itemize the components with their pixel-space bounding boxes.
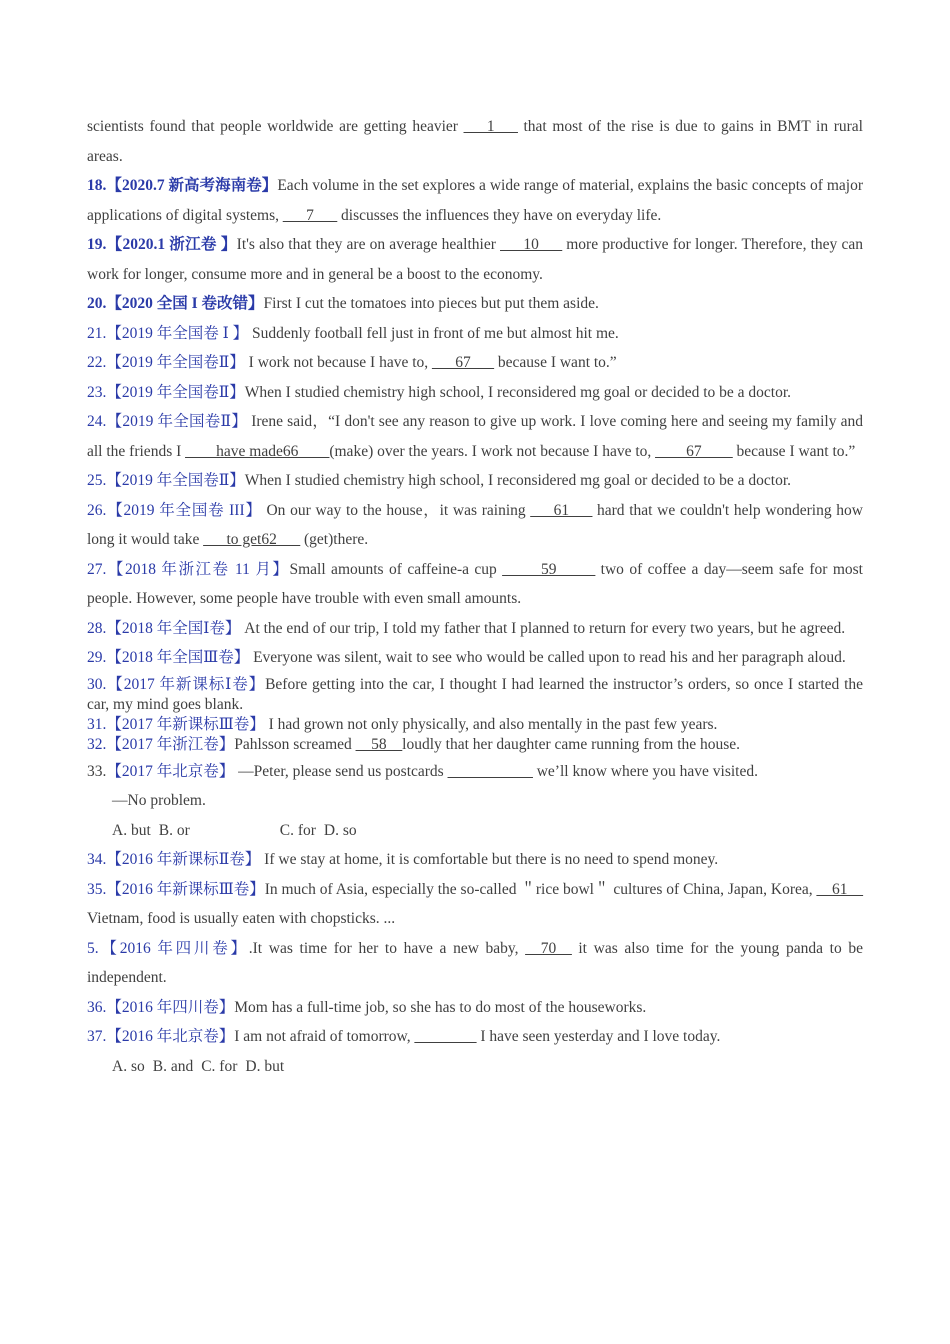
source-tag: 【2016 年四川卷】: [106, 998, 235, 1016]
question-number: 5.: [87, 939, 99, 957]
option-d[interactable]: D. but: [245, 1057, 285, 1075]
source-tag: 【2018 年全国Ⅰ卷】: [106, 619, 241, 637]
question-36: 36.【2016 年四川卷】Mom has a full-time job, so she has to do most of the houseworks.: [87, 998, 647, 1016]
question-number: 19.: [87, 236, 107, 253]
question-number: 36.: [87, 998, 107, 1016]
question-35: 35.【2016 年新课标Ⅲ卷】In much of Asia, especially the so-called ＂rice bowl＂ cultures of China, Japan, Korea, __61__ Vietnam, food is usually eaten with chopsticks. ...: [87, 880, 864, 927]
source-tag: 【2020 全国 I 卷改错】: [106, 295, 264, 312]
document-page: [87, 112, 863, 1081]
answer-blank: __61__: [816, 880, 864, 898]
question-29: 29.【2018 年全国Ⅲ卷】 Everyone was silent, wait to see who would be called upon to read his and her paragraph aloud.: [87, 649, 846, 666]
question-33: 33.【2017 年北京卷】 —Peter, please send us postcards ___________ we’ll know where you have visited.: [87, 762, 758, 780]
option-a[interactable]: A. so: [112, 1057, 145, 1075]
question-33-options: [87, 816, 863, 846]
question-number: 37.: [87, 1028, 107, 1045]
source-tag: 【2016 年四川卷】: [98, 939, 249, 957]
question-number: 32.: [87, 735, 107, 753]
option-b[interactable]: B. or: [158, 821, 190, 839]
question-34: 34.【2016 年新课标Ⅱ卷】 If we stay at home, it is comfortable but there is no need to spend money.: [87, 851, 719, 868]
question-number: 23.: [87, 383, 107, 401]
answer-blank: ___61___: [530, 501, 593, 519]
answer-blank: ___7___: [282, 206, 338, 224]
question-number: 26.: [87, 501, 107, 519]
question-number: 18.: [87, 177, 107, 194]
question-number: 30.: [87, 675, 107, 693]
option-d[interactable]: D. so: [323, 821, 357, 839]
question-number: 34.: [87, 851, 107, 868]
source-tag: 【2019 年全国卷Ⅱ】: [106, 383, 245, 401]
question-22: 22.【2019 年全国卷Ⅱ】 I work not because I have to, ___67___ because I want to.”: [87, 354, 617, 371]
option-b[interactable]: B. and: [152, 1057, 194, 1075]
answer-blank: ____have made66____: [185, 442, 330, 460]
question-24: 24.【2019 年全国卷Ⅱ】 Irene said，“I don't see any reason to give up work. I love coming here and seeing my family and all the friends I ____have made66____(make) over the years. I work not because I have to, ____67____ because I want to.”: [87, 413, 863, 460]
source-tag: 【2018 年浙江卷 11 月】: [106, 560, 290, 578]
question-number: 20.: [87, 295, 107, 312]
source-tag: 【2016 年新课标Ⅲ卷】: [106, 880, 265, 898]
question-33-reply: —No problem.: [112, 792, 206, 809]
option-c[interactable]: C. for: [279, 821, 316, 839]
answer-blank: ___________: [447, 762, 533, 780]
question-19: 19.【2020.1 浙江卷 】It's also that they are on average healthier ___10___ more productive for longer. Therefore, they can work for longer, consume more and in general be a boost to the economy.: [87, 236, 863, 283]
question-17-continuation: scientists found that people worldwide are getting heavier ___1___ that most of the rise is due to gains in BMT in rural areas.: [87, 118, 863, 165]
question-32: 32.【2017 年浙江卷】Pahlsson screamed __58__loudly that her daughter came running from the house.: [87, 735, 741, 753]
answer-blank: _____59_____: [502, 560, 596, 578]
question-30: 30.【2017 年新课标Ⅰ卷】Before getting into the car, I thought I had learned the instructor’s orders, so once I started the car, my mind goes blank.: [87, 675, 864, 713]
question-20: 20.【2020 全国 I 卷改错】First I cut the tomatoes into pieces but put them aside.: [87, 295, 599, 312]
question-37: 37.【2016 年北京卷】I am not afraid of tomorrow, ________ I have seen yesterday and I love today.: [87, 1028, 721, 1045]
question-21: 21.【2019 年全国卷 Ⅰ 】 Suddenly football fell just in front of me but almost hit me.: [87, 324, 619, 342]
question-26: 26.【2019 年全国卷 III】 On our way to the house，it was raining ___61___ hard that we couldn't help wondering how long it would take ___to get62___ (get)there.: [87, 501, 863, 548]
answer-blank: ___10___: [500, 236, 563, 253]
question-37-options: [87, 1052, 863, 1082]
question-number: 25.: [87, 472, 107, 489]
source-tag: 【2017 年浙江卷】: [106, 735, 235, 753]
answer-blank: ________: [414, 1028, 477, 1045]
source-tag: 【2019 年全国卷Ⅱ】: [106, 413, 248, 430]
question-5: 5.【2016 年四川卷】.It was time for her to have a new baby, __70__ it was also time for the young panda to be independent.: [87, 939, 863, 986]
question-number: 22.: [87, 354, 107, 371]
source-tag: 【2020.7 新高考海南卷】: [106, 177, 278, 194]
answer-blank: ____67____: [655, 442, 733, 460]
question-number: 27.: [87, 560, 107, 578]
question-number: 33.: [87, 762, 107, 780]
question-31: 31.【2017 年新课标Ⅲ卷】 I had grown not only physically, and also mentally in the past few years.: [87, 715, 718, 733]
answer-blank: ___to get62___: [203, 531, 301, 548]
source-tag: 【2018 年全国Ⅲ卷】: [106, 649, 250, 666]
answer-blank: __58__: [355, 735, 403, 753]
question-27: 27.【2018 年浙江卷 11 月】Small amounts of caffeine-a cup _____59_____ two of coffee a day—seem safe for most people. However, some people have trouble with even small amounts.: [87, 560, 863, 607]
source-tag: 【2017 年北京卷】: [106, 762, 235, 780]
source-tag: 【2019 年全国卷Ⅱ】: [106, 472, 245, 489]
source-tag: 【2017 年新课标Ⅲ卷】: [106, 715, 265, 733]
option-a[interactable]: A. but: [112, 821, 151, 839]
source-tag: 【2019 年全国卷 III】: [106, 501, 262, 519]
question-28: 28.【2018 年全国Ⅰ卷】 At the end of our trip, I told my father that I planned to return for every two years, but he agreed.: [87, 619, 846, 637]
source-tag: 【2020.1 浙江卷 】: [106, 236, 237, 253]
source-tag: 【2016 年新课标Ⅱ卷】: [106, 851, 261, 868]
option-c[interactable]: C. for: [201, 1057, 238, 1075]
question-23: 23.【2019 年全国卷Ⅱ】When I studied chemistry high school, I reconsidered mg goal or decided to be a doctor.: [87, 383, 792, 401]
answer-blank: __70__: [525, 939, 572, 957]
question-25: 25.【2019 年全国卷Ⅱ】When I studied chemistry high school, I reconsidered mg goal or decided to be a doctor.: [87, 472, 792, 489]
question-number: 24.: [87, 413, 107, 430]
answer-blank: ___67___: [432, 354, 495, 371]
answer-blank: ___1___: [463, 118, 518, 135]
question-number: 21.: [87, 324, 107, 342]
question-18: 18.【2020.7 新高考海南卷】Each volume in the set explores a wide range of material, explains the basic concepts of major applications of digital systems, ___7___ discusses the influences they have on everyday life.: [87, 177, 863, 224]
question-number: 35.: [87, 880, 107, 898]
source-tag: 【2016 年北京卷】: [106, 1028, 235, 1045]
question-number: 29.: [87, 649, 107, 666]
source-tag: 【2019 年全国卷Ⅱ】: [106, 354, 245, 371]
source-tag: 【2019 年全国卷 Ⅰ 】: [106, 324, 249, 342]
question-number: 28.: [87, 619, 107, 637]
source-tag: 【2017 年新课标Ⅰ卷】: [106, 675, 266, 693]
question-number: 31.: [87, 715, 107, 733]
